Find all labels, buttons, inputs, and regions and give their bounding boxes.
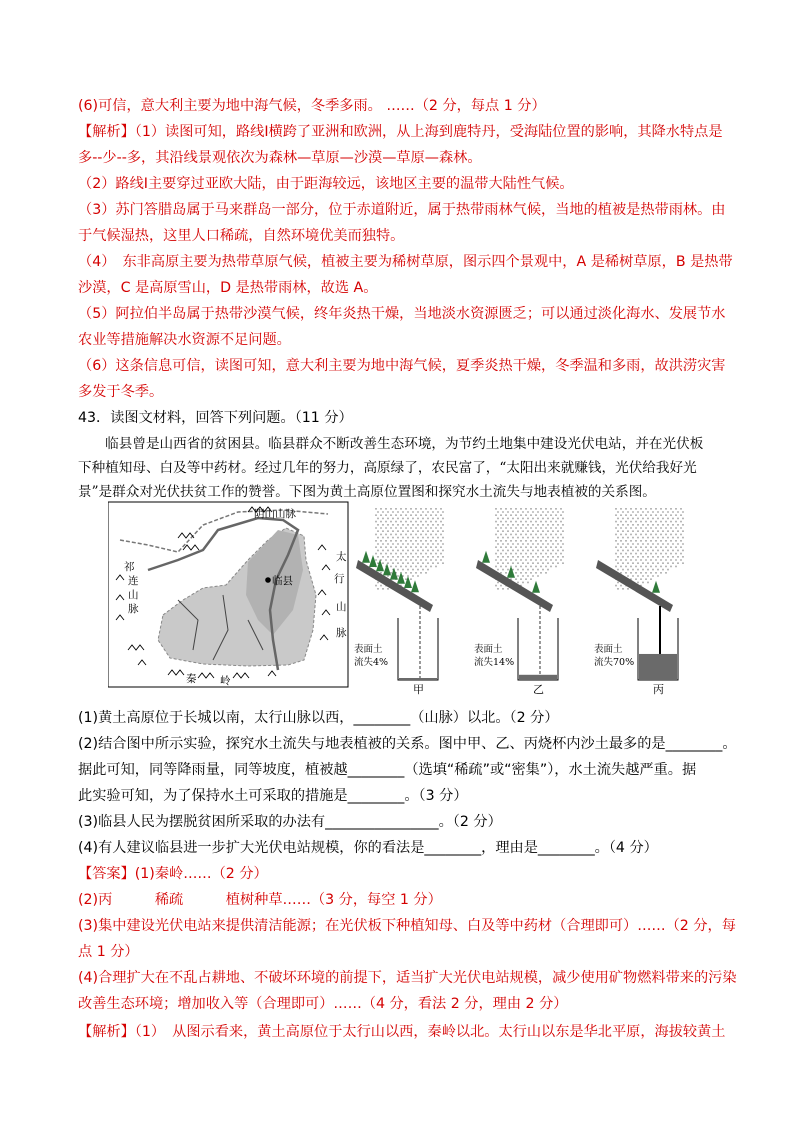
label-ling: 岭 (220, 675, 231, 687)
soil-fill-yi (519, 675, 557, 680)
label-qilian-3: 山 (128, 589, 139, 601)
beaker-set-jia (354, 508, 443, 695)
text-line-l11: （6）这条信息可信，读图可知，意大利主要为地中海气候，夏季炎热干燥，冬季温和多雨，故洪涝灾害 (78, 358, 726, 374)
text-line-l2: 【解析】（1）读图可知，路线Ⅰ横跨了亚洲和欧洲，从上海到鹿特丹，受海陆位置的影响，其降水特点是 (78, 124, 723, 140)
label-qilian-1: 祁 (124, 561, 135, 573)
label-qilian-2: 连 (128, 575, 139, 587)
label-taihang-2: 行 (334, 573, 345, 585)
label-taihang-3: 山 (336, 601, 347, 613)
tree-jia (404, 576, 412, 588)
text-line-l4: （2）路线Ⅰ主要穿过亚欧大陆，由于距海较远，该地区主要的温带大陆性气候。 (78, 176, 574, 192)
beaker-label-top-bing: 表面土 (594, 644, 623, 655)
text-line-l14: 临县曾是山西省的贫困县。临县群众不断改善生态环境，为节约土地集中建设光伏电站，并在光伏板 (78, 436, 704, 452)
text-line-l26: 点 1 分） (78, 944, 139, 960)
text-line-l3: 多--少--多，其沿线景观依次为森林—草原—沙漠—草原—森林。 (78, 150, 482, 166)
slope-yi (476, 560, 553, 612)
text-line-l22: (4)有人建议临县进一步扩大光伏电站规模，你的看法是________，理由是________。（4 分） (78, 840, 658, 856)
text-line-l15: 下种植知母、白及等中药材。经过几年的努力，高原绿了，农民富了，“太阳出来就赚钱，光伏给我好光 (78, 460, 697, 476)
beaker-label-top-jia: 表面土 (354, 644, 383, 655)
label-qilian-4: 脉 (128, 603, 139, 615)
tree-bing (652, 581, 660, 593)
beaker-caption-yi: 乙 (533, 683, 544, 695)
soil-fill-bing (639, 654, 677, 680)
label-qin: 秦 (186, 673, 197, 685)
tree-jia (369, 555, 377, 567)
text-line-l7: （4） 东非高原主要为热带草原气候，植被主要为稀树草原，图示四个景观中，A 是稀树草原，B 是热带 (78, 254, 733, 270)
soil-fill-jia (399, 678, 437, 680)
tree-jia (376, 559, 384, 571)
beaker-label-bottom-yi: 流失14% (474, 657, 515, 668)
figure-svg (108, 500, 708, 695)
slope-jia (356, 560, 433, 612)
text-line-l10: 农业等措施解决水资源不足问题。 (78, 332, 291, 348)
label-taihang-1: 太 (336, 551, 347, 563)
text-line-l18: (2)结合图中所示实验，探究水土流失与地表植被的关系。图中甲、乙、丙烧杯内沙土最多的是________。 (78, 736, 737, 752)
text-line-l20: 此实验可知，为了保持水土可采取的措施是________。（3 分） (78, 788, 468, 804)
beaker-caption-jia: 甲 (413, 683, 424, 695)
text-line-l24: (2)丙 稀疏 植树种草……（3 分，每空 1 分） (78, 892, 442, 908)
text-line-l19: 据此可知，同等降雨量，同等坡度，植被越________（选填“稀疏”或“密集”），水土流失越严重。据 (78, 762, 697, 778)
text-line-l1: (6)可信，意大利主要为地中海气候，冬季多雨。 ……（2 分，每点 1 分） (78, 98, 546, 114)
text-line-l25: (3)集中建设光伏电站来提供清洁能源；在光伏板下种植知母、白及等中药材（合理即可）……（2 分，每 (78, 918, 736, 934)
tree-yi (507, 566, 515, 578)
tree-yi (482, 551, 490, 563)
label-yinshan: 阴山山脉 (254, 508, 296, 520)
text-line-l12: 多发于冬季。 (78, 384, 164, 400)
text-line-l8: 沙漠，C 是高原雪山，D 是热带雨林，故选 A。 (78, 280, 378, 296)
tree-yi (532, 581, 540, 593)
linxian-dot (265, 577, 271, 583)
text-line-l9: （5）阿拉伯半岛属于热带沙漠气候，终年炎热干燥，当地淡水资源匮乏；可以通过淡化海水、发展节水 (78, 306, 726, 322)
beaker-caption-bing: 丙 (653, 683, 664, 695)
text-line-l29: 【解析】（1） 从图示看来，黄土高原位于太行山以西，秦岭以北。太行山以东是华北平原，海拔较黄土 (78, 1024, 726, 1040)
slope-bing (596, 560, 673, 612)
beaker-set-bing (594, 508, 683, 695)
text-line-l23: 【答案】(1)秦岭……（2 分） (78, 866, 268, 882)
text-line-l21: (3)临县人民为摆脱贫困所采取的办法有________________。（2 分） (78, 814, 502, 830)
beaker-label-bottom-bing: 流失70% (594, 657, 635, 668)
tree-jia (362, 551, 370, 563)
text-line-l28: 改善生态环境；增加收入等（合理即可）……（4 分，看法 2 分，理由 2 分） (78, 996, 568, 1012)
tree-jia (397, 572, 405, 584)
text-line-l6: 于气候湿热，这里人口稀疏，自然环境优美而独特。 (78, 228, 405, 244)
beaker-jia (398, 618, 438, 680)
experiment-beakers (354, 508, 683, 695)
beaker-set-yi (474, 508, 563, 695)
text-line-l17: (1)黄土高原位于长城以南，太行山脉以西，________（山脉）以北。（2 分） (78, 710, 559, 726)
figure-loess-plateau (108, 500, 708, 695)
tree-jia (383, 563, 391, 575)
label-linxian: 临县 (272, 575, 293, 587)
text-line-l13: 43．读图文材料，回答下列问题。（11 分） (78, 410, 353, 426)
beaker-label-bottom-jia: 流失4% (354, 657, 389, 668)
text-line-l5: （3）苏门答腊岛属于马来群岛一部分，位于赤道附近，属于热带雨林气候，当地的植被是热带雨林。由 (78, 202, 726, 218)
tree-jia (411, 580, 419, 592)
text-line-l16: 景”是群众对光伏扶贫工作的赞誉。下图为黄土高原位置图和探究水土流失与地表植被的关系图。 (78, 484, 656, 500)
label-taihang-4: 脉 (336, 627, 347, 639)
beaker-yi (518, 618, 558, 680)
text-line-l27: (4)合理扩大在不乱占耕地、不破坏环境的前提下，适当扩大光伏电站规模，减少使用矿物燃料带来的污染 (78, 970, 737, 986)
beaker-label-top-yi: 表面土 (474, 644, 503, 655)
